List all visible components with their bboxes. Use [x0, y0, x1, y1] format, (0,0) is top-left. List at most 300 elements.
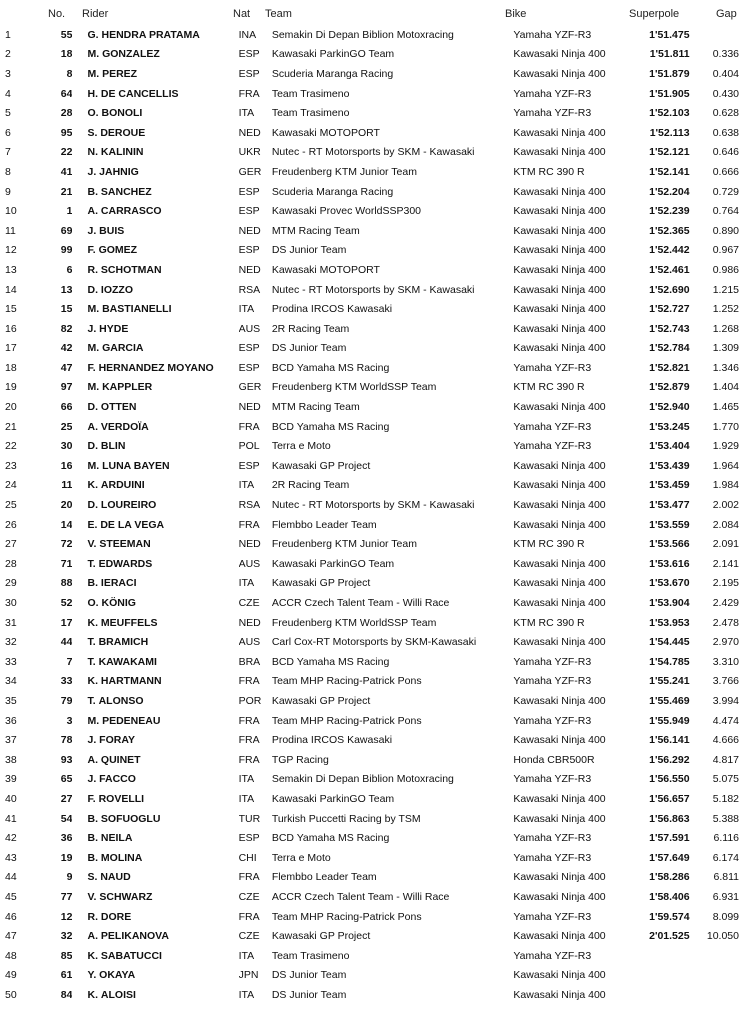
- team-cell: Team MHP Racing-Patrick Pons: [271, 910, 422, 923]
- rider-initial: B.: [87, 851, 98, 864]
- gap-cell: 3.766: [712, 675, 739, 688]
- gap-cell: [690, 25, 745, 45]
- position-cell: 18: [5, 361, 17, 374]
- position-cell: 33: [5, 655, 17, 668]
- rider-initial: M.: [87, 342, 100, 355]
- gap-cell: 4.817: [712, 753, 739, 766]
- rider-cell: [72, 436, 238, 456]
- position-cell: 10: [5, 205, 17, 218]
- nationality-cell: POR: [238, 694, 262, 707]
- table-row: [0, 456, 745, 476]
- rider-initial: K.: [87, 988, 98, 1001]
- nationality-cell: ESP: [238, 342, 260, 355]
- rider-number-cell: 15: [60, 303, 73, 316]
- rider-number-cell: 27: [60, 792, 73, 805]
- nationality-cell: UKR: [238, 146, 261, 159]
- gap-cell: 1.984: [712, 479, 739, 492]
- nationality-cell: ESP: [238, 361, 260, 374]
- rider-surname: CARRASCO: [100, 205, 162, 218]
- rider-surname: SANCHEZ: [100, 185, 152, 198]
- gap-cell: 1.252: [712, 303, 739, 316]
- rider-surname: ALOISI: [100, 988, 136, 1001]
- team-cell: Kawasaki ParkinGO Team: [271, 48, 395, 61]
- gap-cell: 6.116: [713, 832, 739, 845]
- table-row: [0, 946, 745, 966]
- team-cell: Freudenberg KTM WorldSSP Team: [271, 381, 437, 394]
- superpole-time-cell: 1'53.953: [649, 616, 690, 629]
- gap-cell: 5.075: [712, 773, 739, 786]
- bike-cell: Yamaha YZF-R3: [513, 851, 592, 864]
- team-cell: Turkish Puccetti Racing by TSM: [271, 812, 421, 825]
- table-row: [0, 319, 745, 339]
- rider-cell: [72, 25, 238, 45]
- rider-initial: A.: [87, 205, 98, 218]
- nationality-cell: ESP: [238, 832, 260, 845]
- team-cell: Kawasaki MOTOPORT: [271, 126, 380, 139]
- rider-initial: J.: [87, 322, 97, 335]
- results-body: [0, 25, 745, 1005]
- gap-cell: 1.770: [712, 420, 739, 433]
- rider-initial: B.: [87, 812, 98, 825]
- rider-number-cell: 28: [60, 107, 73, 120]
- bike-cell: Kawasaki Ninja 400: [513, 48, 606, 61]
- rider-number-cell: 3: [66, 714, 73, 727]
- nationality-cell: GER: [238, 165, 262, 178]
- table-row: [0, 613, 745, 633]
- table-row: [0, 672, 745, 692]
- gap-cell: [690, 946, 745, 966]
- rider-cell: [72, 299, 238, 319]
- bike-cell: Kawasaki Ninja 400: [513, 185, 606, 198]
- rider-number-cell: 55: [60, 28, 73, 41]
- rider-cell: [72, 750, 238, 770]
- team-cell: Flembbo Leader Team: [271, 871, 377, 884]
- position-cell: 5: [5, 107, 11, 120]
- team-cell: Freudenberg KTM WorldSSP Team: [271, 616, 437, 629]
- superpole-time-cell: 1'51.475: [649, 28, 690, 41]
- rider-cell: [72, 64, 238, 84]
- team-cell: MTM Racing Team: [271, 401, 360, 414]
- position-cell: 37: [5, 734, 17, 747]
- team-cell: Team Trasimeno: [271, 87, 350, 100]
- bike-cell: KTM RC 390 R: [513, 165, 585, 178]
- gap-cell: 0.764: [712, 205, 739, 218]
- rider-surname: DEROUE: [100, 126, 146, 139]
- team-cell: BCD Yamaha MS Racing: [271, 420, 390, 433]
- team-cell: ACCR Czech Talent Team - Willi Race: [271, 890, 450, 903]
- rider-cell: [72, 985, 238, 1005]
- nationality-cell: CZE: [238, 597, 260, 610]
- rider-cell: [72, 868, 238, 888]
- nationality-cell: ITA: [238, 792, 255, 805]
- rider-cell: [72, 809, 238, 829]
- position-cell: 49: [5, 969, 17, 982]
- table-row: [0, 593, 745, 613]
- superpole-time-cell: 1'53.670: [649, 577, 690, 590]
- rider-initial: Y.: [87, 969, 97, 982]
- rider-surname: BRAMICH: [98, 636, 149, 649]
- nationality-cell: FRA: [238, 87, 260, 100]
- rider-initial: A.: [87, 930, 98, 943]
- rider-surname: JAHNIG: [99, 165, 139, 178]
- team-cell: Terra e Moto: [271, 440, 331, 453]
- rider-cell: [72, 417, 238, 437]
- rider-cell: [72, 534, 238, 554]
- rider-initial: D.: [87, 499, 98, 512]
- table-row: [0, 201, 745, 221]
- rider-cell: [72, 103, 238, 123]
- rider-surname: ARDUINI: [100, 479, 145, 492]
- rider-cell: [72, 515, 238, 535]
- table-row: [0, 868, 745, 888]
- rider-surname: BUIS: [99, 224, 125, 237]
- position-cell: 38: [5, 753, 17, 766]
- superpole-time-cell: 1'53.439: [649, 459, 690, 472]
- rider-initial: M.: [87, 459, 100, 472]
- rider-surname: MOLINA: [100, 851, 143, 864]
- superpole-time-cell: 1'52.141: [649, 165, 690, 178]
- nationality-cell: ITA: [238, 577, 255, 590]
- rider-surname: OKAYA: [99, 969, 136, 982]
- table-row: [0, 339, 745, 359]
- team-cell: Freudenberg KTM Junior Team: [271, 538, 417, 551]
- gap-cell: [690, 985, 745, 1005]
- position-cell: 48: [5, 949, 17, 962]
- rider-surname: GOMEZ: [98, 244, 138, 257]
- rider-initial: J.: [87, 165, 97, 178]
- table-row: [0, 299, 745, 319]
- position-cell: 4: [5, 87, 11, 100]
- table-row: [0, 84, 745, 104]
- rider-initial: J.: [87, 224, 97, 237]
- team-cell: BCD Yamaha MS Racing: [271, 832, 390, 845]
- rider-cell: [72, 260, 238, 280]
- gap-cell: 0.336: [712, 48, 739, 61]
- superpole-time-cell: 1'52.442: [649, 244, 690, 257]
- position-cell: 46: [5, 910, 17, 923]
- superpole-time-cell: 1'52.821: [649, 361, 690, 374]
- team-cell: Kawasaki ParkinGO Team: [271, 557, 395, 570]
- rider-initial: G.: [87, 28, 99, 41]
- rider-cell: [72, 887, 238, 907]
- bike-cell: Kawasaki Ninja 400: [513, 401, 606, 414]
- rider-initial: O.: [87, 107, 99, 120]
- rider-number-cell: 14: [60, 518, 73, 531]
- nationality-cell: FRA: [238, 753, 260, 766]
- team-cell: Nutec - RT Motorsports by SKM - Kawasaki: [271, 146, 475, 159]
- team-cell: 2R Racing Team: [271, 479, 350, 492]
- superpole-time-cell: 1'55.469: [649, 694, 690, 707]
- rider-cell: [72, 280, 238, 300]
- rider-cell: [72, 162, 238, 182]
- table-row: [0, 691, 745, 711]
- rider-cell: [72, 907, 238, 927]
- rider-surname: HARTMANN: [100, 675, 162, 688]
- table-row: [0, 907, 745, 927]
- position-cell: 7: [5, 146, 11, 159]
- rider-initial: T.: [87, 636, 96, 649]
- rider-surname: FORAY: [99, 734, 135, 747]
- rider-initial: V.: [87, 538, 97, 551]
- rider-number-cell: 33: [60, 675, 73, 688]
- table-row: [0, 25, 745, 45]
- rider-cell: [72, 828, 238, 848]
- rider-surname: HENDRA PRATAMA: [101, 28, 200, 41]
- nationality-cell: NED: [238, 616, 261, 629]
- rider-initial: D.: [87, 440, 98, 453]
- bike-cell: Kawasaki Ninja 400: [513, 459, 606, 472]
- rider-surname: EDWARDS: [98, 557, 153, 570]
- rider-number-cell: 84: [60, 988, 73, 1001]
- team-cell: Semakin Di Depan Biblion Motoxracing: [271, 28, 454, 41]
- rider-number-cell: 54: [60, 812, 73, 825]
- bike-cell: Kawasaki Ninja 400: [513, 499, 606, 512]
- position-cell: 6: [5, 126, 11, 139]
- position-cell: 9: [5, 185, 11, 198]
- nationality-cell: ITA: [238, 773, 255, 786]
- team-cell: Semakin Di Depan Biblion Motoxracing: [271, 773, 454, 786]
- nationality-cell: ITA: [238, 949, 255, 962]
- gap-cell: 2.195: [712, 577, 739, 590]
- team-cell: Scuderia Maranga Racing: [271, 185, 394, 198]
- bike-cell: Kawasaki Ninja 400: [513, 244, 606, 257]
- rider-surname: NEILA: [100, 832, 133, 845]
- bike-cell: Yamaha YZF-R3: [513, 949, 592, 962]
- rider-number-cell: 97: [60, 381, 73, 394]
- rider-initial: K.: [87, 949, 98, 962]
- table-row: [0, 436, 745, 456]
- superpole-time-cell: 1'59.574: [649, 910, 690, 923]
- rider-surname: HERNANDEZ MOYANO: [98, 361, 214, 374]
- rider-initial: V.: [87, 890, 97, 903]
- rider-surname: IERACI: [100, 577, 137, 590]
- gap-cell: 0.666: [712, 165, 739, 178]
- nationality-cell: ITA: [238, 479, 255, 492]
- gap-cell: 0.404: [712, 67, 739, 80]
- nationality-cell: AUS: [238, 322, 261, 335]
- rider-surname: PEDENEAU: [102, 714, 161, 727]
- rider-initial: M.: [87, 303, 100, 316]
- table-row: [0, 966, 745, 986]
- rider-number-cell: 52: [60, 597, 73, 610]
- gap-cell: 1.404: [712, 381, 739, 394]
- superpole-time-cell: 1'52.103: [649, 107, 690, 120]
- rider-initial: T.: [87, 557, 96, 570]
- rider-initial: H.: [87, 87, 98, 100]
- rider-cell: [72, 221, 238, 241]
- rider-number-cell: 13: [60, 283, 73, 296]
- nationality-cell: POL: [238, 440, 260, 453]
- table-row: [0, 64, 745, 84]
- rider-number-cell: 41: [60, 165, 73, 178]
- position-cell: 2: [5, 48, 11, 61]
- superpole-time-cell: 1'56.863: [649, 812, 690, 825]
- rider-initial: F.: [87, 361, 96, 374]
- table-row: [0, 45, 745, 65]
- table-row: [0, 143, 745, 163]
- rider-surname: SCHOTMAN: [100, 263, 162, 276]
- rider-number-cell: 65: [60, 773, 73, 786]
- position-cell: 47: [5, 930, 17, 943]
- nationality-cell: FRA: [238, 910, 260, 923]
- position-cell: 16: [5, 322, 17, 335]
- position-cell: 22: [5, 440, 17, 453]
- team-cell: Nutec - RT Motorsports by SKM - Kawasaki: [271, 283, 475, 296]
- table-row: [0, 378, 745, 398]
- rider-cell: [72, 45, 238, 65]
- bike-cell: Kawasaki Ninja 400: [513, 518, 606, 531]
- superpole-time-cell: 1'53.559: [649, 518, 690, 531]
- nationality-cell: AUS: [238, 557, 261, 570]
- bike-cell: Kawasaki Ninja 400: [513, 205, 606, 218]
- position-cell: 50: [5, 988, 17, 1001]
- rider-cell: [72, 730, 238, 750]
- rider-number-cell: 85: [60, 949, 73, 962]
- gap-cell: 0.646: [712, 146, 739, 159]
- position-cell: 31: [5, 616, 17, 629]
- bike-cell: KTM RC 390 R: [513, 381, 585, 394]
- rider-initial: K.: [87, 479, 98, 492]
- rider-surname: HYDE: [99, 322, 129, 335]
- rider-cell: [72, 652, 238, 672]
- nationality-cell: NED: [238, 401, 261, 414]
- nationality-cell: ESP: [238, 67, 260, 80]
- rider-number-cell: 99: [60, 244, 73, 257]
- rider-number-cell: 66: [60, 401, 73, 414]
- superpole-time-cell: 1'52.743: [649, 322, 690, 335]
- bike-cell: Yamaha YZF-R3: [513, 107, 592, 120]
- bike-cell: Kawasaki Ninja 400: [513, 734, 606, 747]
- nationality-cell: FRA: [238, 518, 260, 531]
- team-cell: Team MHP Racing-Patrick Pons: [271, 675, 422, 688]
- nationality-cell: RSA: [238, 499, 261, 512]
- rider-cell: [72, 456, 238, 476]
- gap-cell: 3.994: [712, 694, 739, 707]
- superpole-time-cell: 1'52.121: [649, 146, 690, 159]
- table-row: [0, 554, 745, 574]
- bike-cell: KTM RC 390 R: [513, 616, 585, 629]
- rider-number-cell: 30: [60, 440, 73, 453]
- gap-cell: 1.346: [712, 361, 739, 374]
- superpole-time-cell: 2'01.525: [649, 930, 690, 943]
- rider-cell: [72, 495, 238, 515]
- rider-initial: B.: [87, 185, 98, 198]
- rider-number-cell: 47: [60, 361, 73, 374]
- rider-number-cell: 79: [60, 694, 73, 707]
- team-cell: ACCR Czech Talent Team - Willi Race: [271, 597, 450, 610]
- rider-cell: [72, 339, 238, 359]
- rider-cell: [72, 632, 238, 652]
- team-cell: Kawasaki GP Project: [271, 459, 371, 472]
- rider-number-cell: 93: [60, 753, 73, 766]
- rider-surname: KALININ: [100, 146, 144, 159]
- team-cell: Kawasaki GP Project: [271, 694, 371, 707]
- rider-cell: [72, 378, 238, 398]
- table-row: [0, 926, 745, 946]
- rider-surname: PELIKANOVA: [100, 930, 169, 943]
- header-superpole: Superpole: [629, 8, 680, 20]
- gap-cell: 5.182: [712, 792, 739, 805]
- position-cell: 26: [5, 518, 17, 531]
- bike-cell: Yamaha YZF-R3: [513, 832, 592, 845]
- gap-cell: 0.638: [712, 126, 739, 139]
- table-row: [0, 103, 745, 123]
- bike-cell: Yamaha YZF-R3: [513, 675, 592, 688]
- bike-cell: Kawasaki Ninja 400: [513, 988, 606, 1001]
- rider-surname: LOUREIRO: [100, 499, 157, 512]
- rider-initial: R.: [87, 263, 98, 276]
- bike-cell: Kawasaki Ninja 400: [513, 636, 606, 649]
- rider-initial: T.: [87, 694, 96, 707]
- superpole-time-cell: 1'52.461: [649, 263, 690, 276]
- superpole-time-cell: 1'52.727: [649, 303, 690, 316]
- rider-cell: [72, 966, 238, 986]
- rider-surname: SCHWARZ: [99, 890, 153, 903]
- superpole-time-cell: 1'58.406: [649, 890, 690, 903]
- header-bike: Bike: [505, 8, 527, 20]
- rider-cell: [72, 711, 238, 731]
- team-cell: DS Junior Team: [271, 342, 347, 355]
- bike-cell: Kawasaki Ninja 400: [513, 577, 606, 590]
- position-cell: 23: [5, 459, 17, 472]
- nationality-cell: ESP: [238, 205, 260, 218]
- position-cell: 17: [5, 342, 17, 355]
- nationality-cell: FRA: [238, 871, 260, 884]
- header-no: No.: [48, 8, 66, 20]
- superpole-time-cell: 1'51.811: [649, 48, 690, 61]
- table-row: [0, 280, 745, 300]
- superpole-time-cell: 1'51.879: [649, 67, 690, 80]
- header-gap: Gap: [716, 8, 737, 20]
- gap-cell: 1.929: [712, 440, 739, 453]
- table-row: [0, 495, 745, 515]
- bike-cell: Kawasaki Ninja 400: [513, 792, 606, 805]
- bike-cell: Kawasaki Ninja 400: [513, 126, 606, 139]
- nationality-cell: AUS: [238, 636, 261, 649]
- bike-cell: Kawasaki Ninja 400: [513, 812, 606, 825]
- position-cell: 41: [5, 812, 17, 825]
- team-cell: DS Junior Team: [271, 244, 347, 257]
- gap-cell: 0.967: [712, 244, 739, 257]
- rider-number-cell: 11: [61, 479, 73, 492]
- superpole-time-cell: 1'52.239: [649, 205, 690, 218]
- table-row: [0, 730, 745, 750]
- rider-initial: K.: [87, 675, 98, 688]
- table-row: [0, 652, 745, 672]
- team-cell: DS Junior Team: [271, 988, 347, 1001]
- table-row: [0, 358, 745, 378]
- position-cell: 11: [5, 224, 16, 237]
- bike-cell: Kawasaki Ninja 400: [513, 871, 606, 884]
- bike-cell: Kawasaki Ninja 400: [513, 597, 606, 610]
- gap-cell: 10.050: [706, 930, 739, 943]
- team-cell: Kawasaki ParkinGO Team: [271, 792, 395, 805]
- superpole-time-cell: 1'53.459: [649, 479, 690, 492]
- position-cell: 34: [5, 675, 17, 688]
- nationality-cell: ITA: [238, 988, 255, 1001]
- rider-surname: SOFUOGLU: [100, 812, 161, 825]
- team-cell: MTM Racing Team: [271, 224, 360, 237]
- position-cell: 14: [5, 283, 17, 296]
- rider-surname: DORE: [100, 910, 132, 923]
- rider-initial: M.: [87, 67, 100, 80]
- gap-cell: 0.890: [712, 224, 739, 237]
- team-cell: Prodina IRCOS Kawasaki: [271, 734, 393, 747]
- gap-cell: 0.729: [712, 185, 739, 198]
- position-cell: 30: [5, 597, 17, 610]
- position-cell: 12: [5, 244, 17, 257]
- rider-cell: [72, 691, 238, 711]
